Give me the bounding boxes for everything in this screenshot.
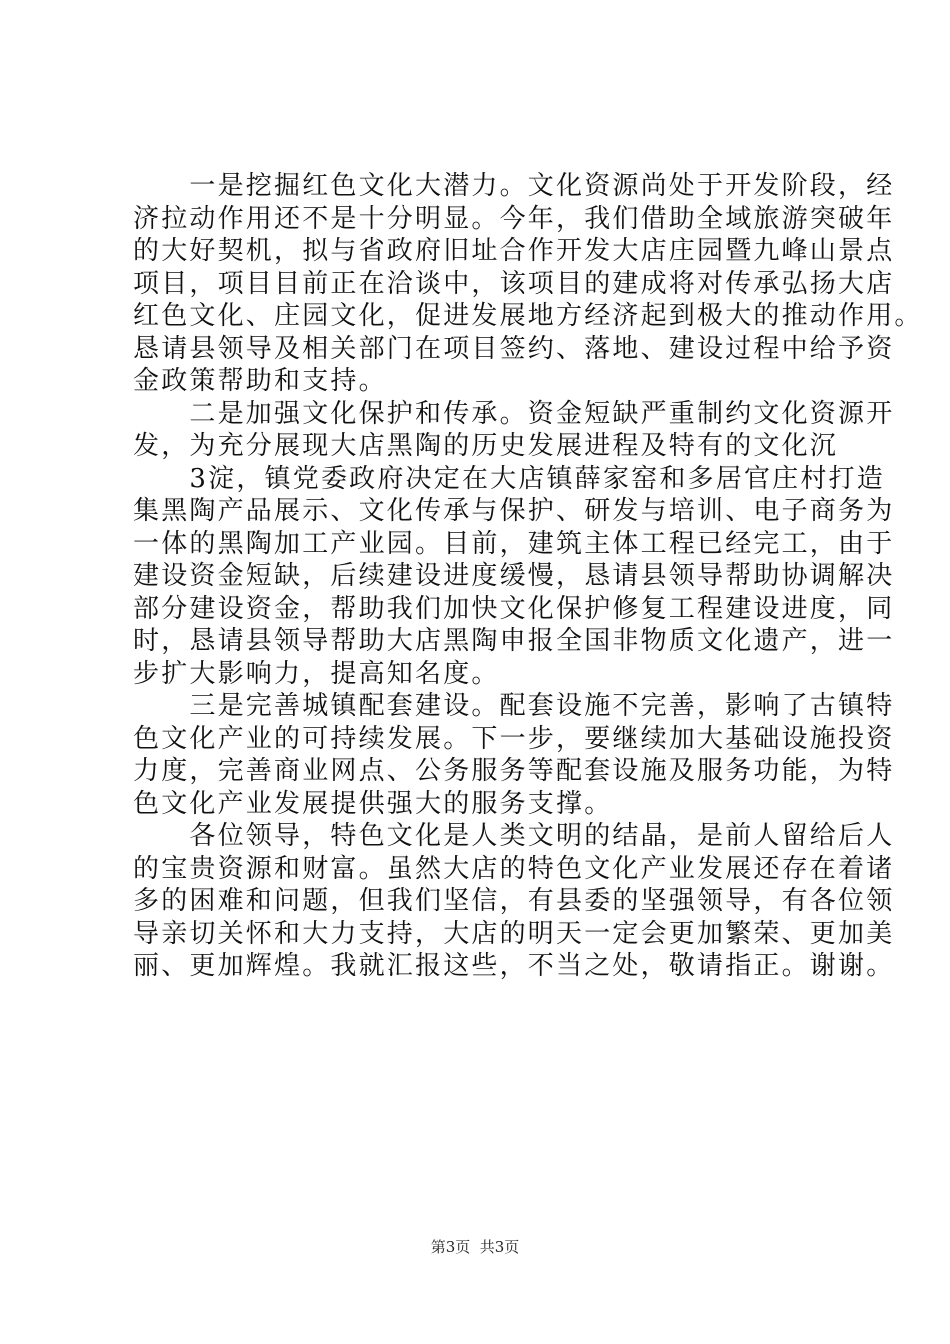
text-line: 丽、更加辉煌。我就汇报这些，不当之处，敬请指正。谢谢。 [133,951,895,981]
text-line: 3淀，镇党委政府决定在大店镇薛家窑和多居官庄村打造 [133,463,885,494]
text-line: 部分建设资金，帮助我们加快文化保护修复工程建设进度，同 [133,593,895,624]
text-line: 二是加强文化保护和传承。资金短缺严重制约文化资源开 [133,398,895,429]
page-footer [0,1237,950,1257]
text-line: 发，为充分展现大店黑陶的历史发展进程及特有的文化沉 [133,431,839,461]
text-line: 集黑陶产品展示、文化传承与保护、研发与培训、电子商务为 [133,496,895,526]
text-line: 各位领导，特色文化是人类文明的结晶，是前人留给后人 [133,821,895,851]
text-line: 时，恳请县领导帮助大店黑陶申报全国非物质文化遗产，进一 [133,626,895,656]
text-line: 三是完善城镇配套建设。配套设施不完善，影响了古镇特 [133,691,895,721]
text-line: 色文化产业的可持续发展。下一步，要继续加大基础设施投资 [133,723,895,754]
text-line: 的大好契机，拟与省政府旧址合作开发大店庄园暨九峰山景点 [133,236,895,266]
text-line: 多的困难和问题，但我们坚信，有县委的坚强领导，有各位领 [133,886,895,916]
body-text [133,170,923,983]
text-line: 项目，项目目前正在洽谈中，该项目的建成将对传承弘扬大店 [133,268,895,299]
text-line: 导亲切关怀和大力支持，大店的明天一定会更加繁荣、更加美 [133,918,895,949]
text-line: 金政策帮助和支持。 [133,366,387,396]
text-line: 建设资金短缺，后续建设进度缓慢，恳请县领导帮助协调解决 [133,561,895,591]
text-line: 步扩大影响力，提高知名度。 [133,658,500,689]
text-line: 一是挖掘红色文化大潜力。文化资源尚处于开发阶段，经 [133,171,895,201]
text-line: 色文化产业发展提供强大的服务支撑。 [133,788,613,819]
text-line: 一体的黑陶加工产业园。目前，建筑主体工程已经完工，由于 [133,528,895,559]
text-line: 济拉动作用还不是十分明显。今年，我们借助全域旅游突破年 [133,203,895,234]
page-number: 第3页 共3页 [430,1238,520,1256]
text-line: 力度，完善商业网点、公务服务等配套设施及服务功能，为特 [133,756,895,786]
text-line: 恳请县领导及相关部门在项目签约、落地、建设过程中给予资 [133,333,895,364]
text-line: 红色文化、庄园文化，促进发展地方经济起到极大的推动作用。 [133,301,923,331]
text-line: 的宝贵资源和财富。虽然大店的特色文化产业发展还存在着诸 [133,853,895,884]
